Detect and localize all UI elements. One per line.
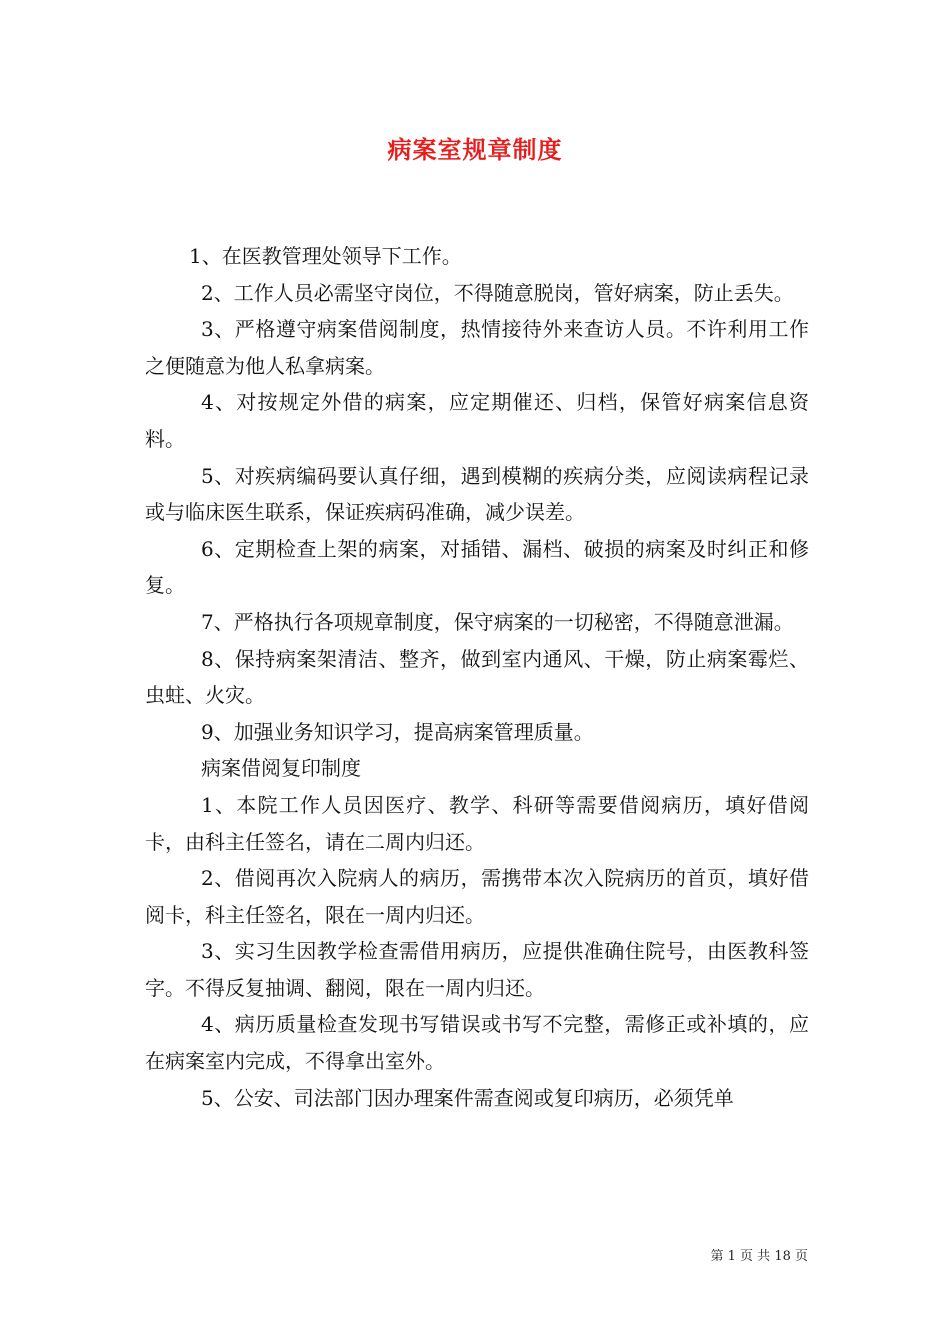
paragraph: 6、定期检查上架的病案，对插错、漏档、破损的病案及时纠正和修复。 bbox=[145, 536, 809, 598]
paragraph: 9、加强业务知识学习，提高病案管理质量。 bbox=[201, 719, 594, 744]
paragraph: 5、对疾病编码要认真仔细，遇到模糊的疾病分类，应阅读病程记录或与临床医生联系，保证疾病码准确，减少误差。 bbox=[145, 463, 809, 525]
paragraph: 2、借阅再次入院病人的病历，需携带本次入院病历的首页，填好借阅卡，科主任签名，限在一周内归还。 bbox=[145, 866, 809, 927]
paragraph: 3、实习生因教学检查需借用病历，应提供准确住院号，由医教科签字。不得反复抽调、翻阅，限在一周内归还。 bbox=[145, 939, 809, 1000]
section-heading: 病案借阅复印制度 bbox=[201, 756, 361, 781]
paragraph: 3、严格遵守病案借阅制度，热情接待外来查访人员。不许利用工作之便随意为他人私拿病案。 bbox=[145, 317, 809, 378]
paragraph: 1、本院工作人员因医疗、教学、科研等需要借阅病历，填好借阅卡，由科主任签名，请在二周内归还。 bbox=[145, 792, 809, 854]
paragraph: 1、在医教管理处领导下工作。 bbox=[189, 244, 462, 268]
document-body bbox=[145, 238, 809, 1116]
paragraph: 2、工作人员必需坚守岗位，不得随意脱岗，管好病案，防止丢失。 bbox=[201, 280, 794, 305]
paragraph: 8、保持病案架清洁、整齐，做到室内通风、干燥，防止病案霉烂、虫蛀、火灾。 bbox=[145, 646, 809, 708]
paragraph: 4、病历质量检查发现书写错误或书写不完整，需修正或补填的，应在病案室内完成，不得拿出室外。 bbox=[145, 1012, 809, 1074]
paragraph: 7、严格执行各项规章制度，保守病案的一切秘密，不得随意泄漏。 bbox=[201, 609, 794, 634]
paragraph: 4、对按规定外借的病案，应定期催还、归档，保管好病案信息资料。 bbox=[145, 390, 809, 451]
paragraph: 5、公安、司法部门因办理案件需查阅或复印病历，必须凭单 bbox=[201, 1085, 734, 1110]
page-title: 病案室规章制度 bbox=[387, 136, 563, 164]
page-number: 第 1 页 共 18 页 bbox=[710, 1249, 808, 1264]
